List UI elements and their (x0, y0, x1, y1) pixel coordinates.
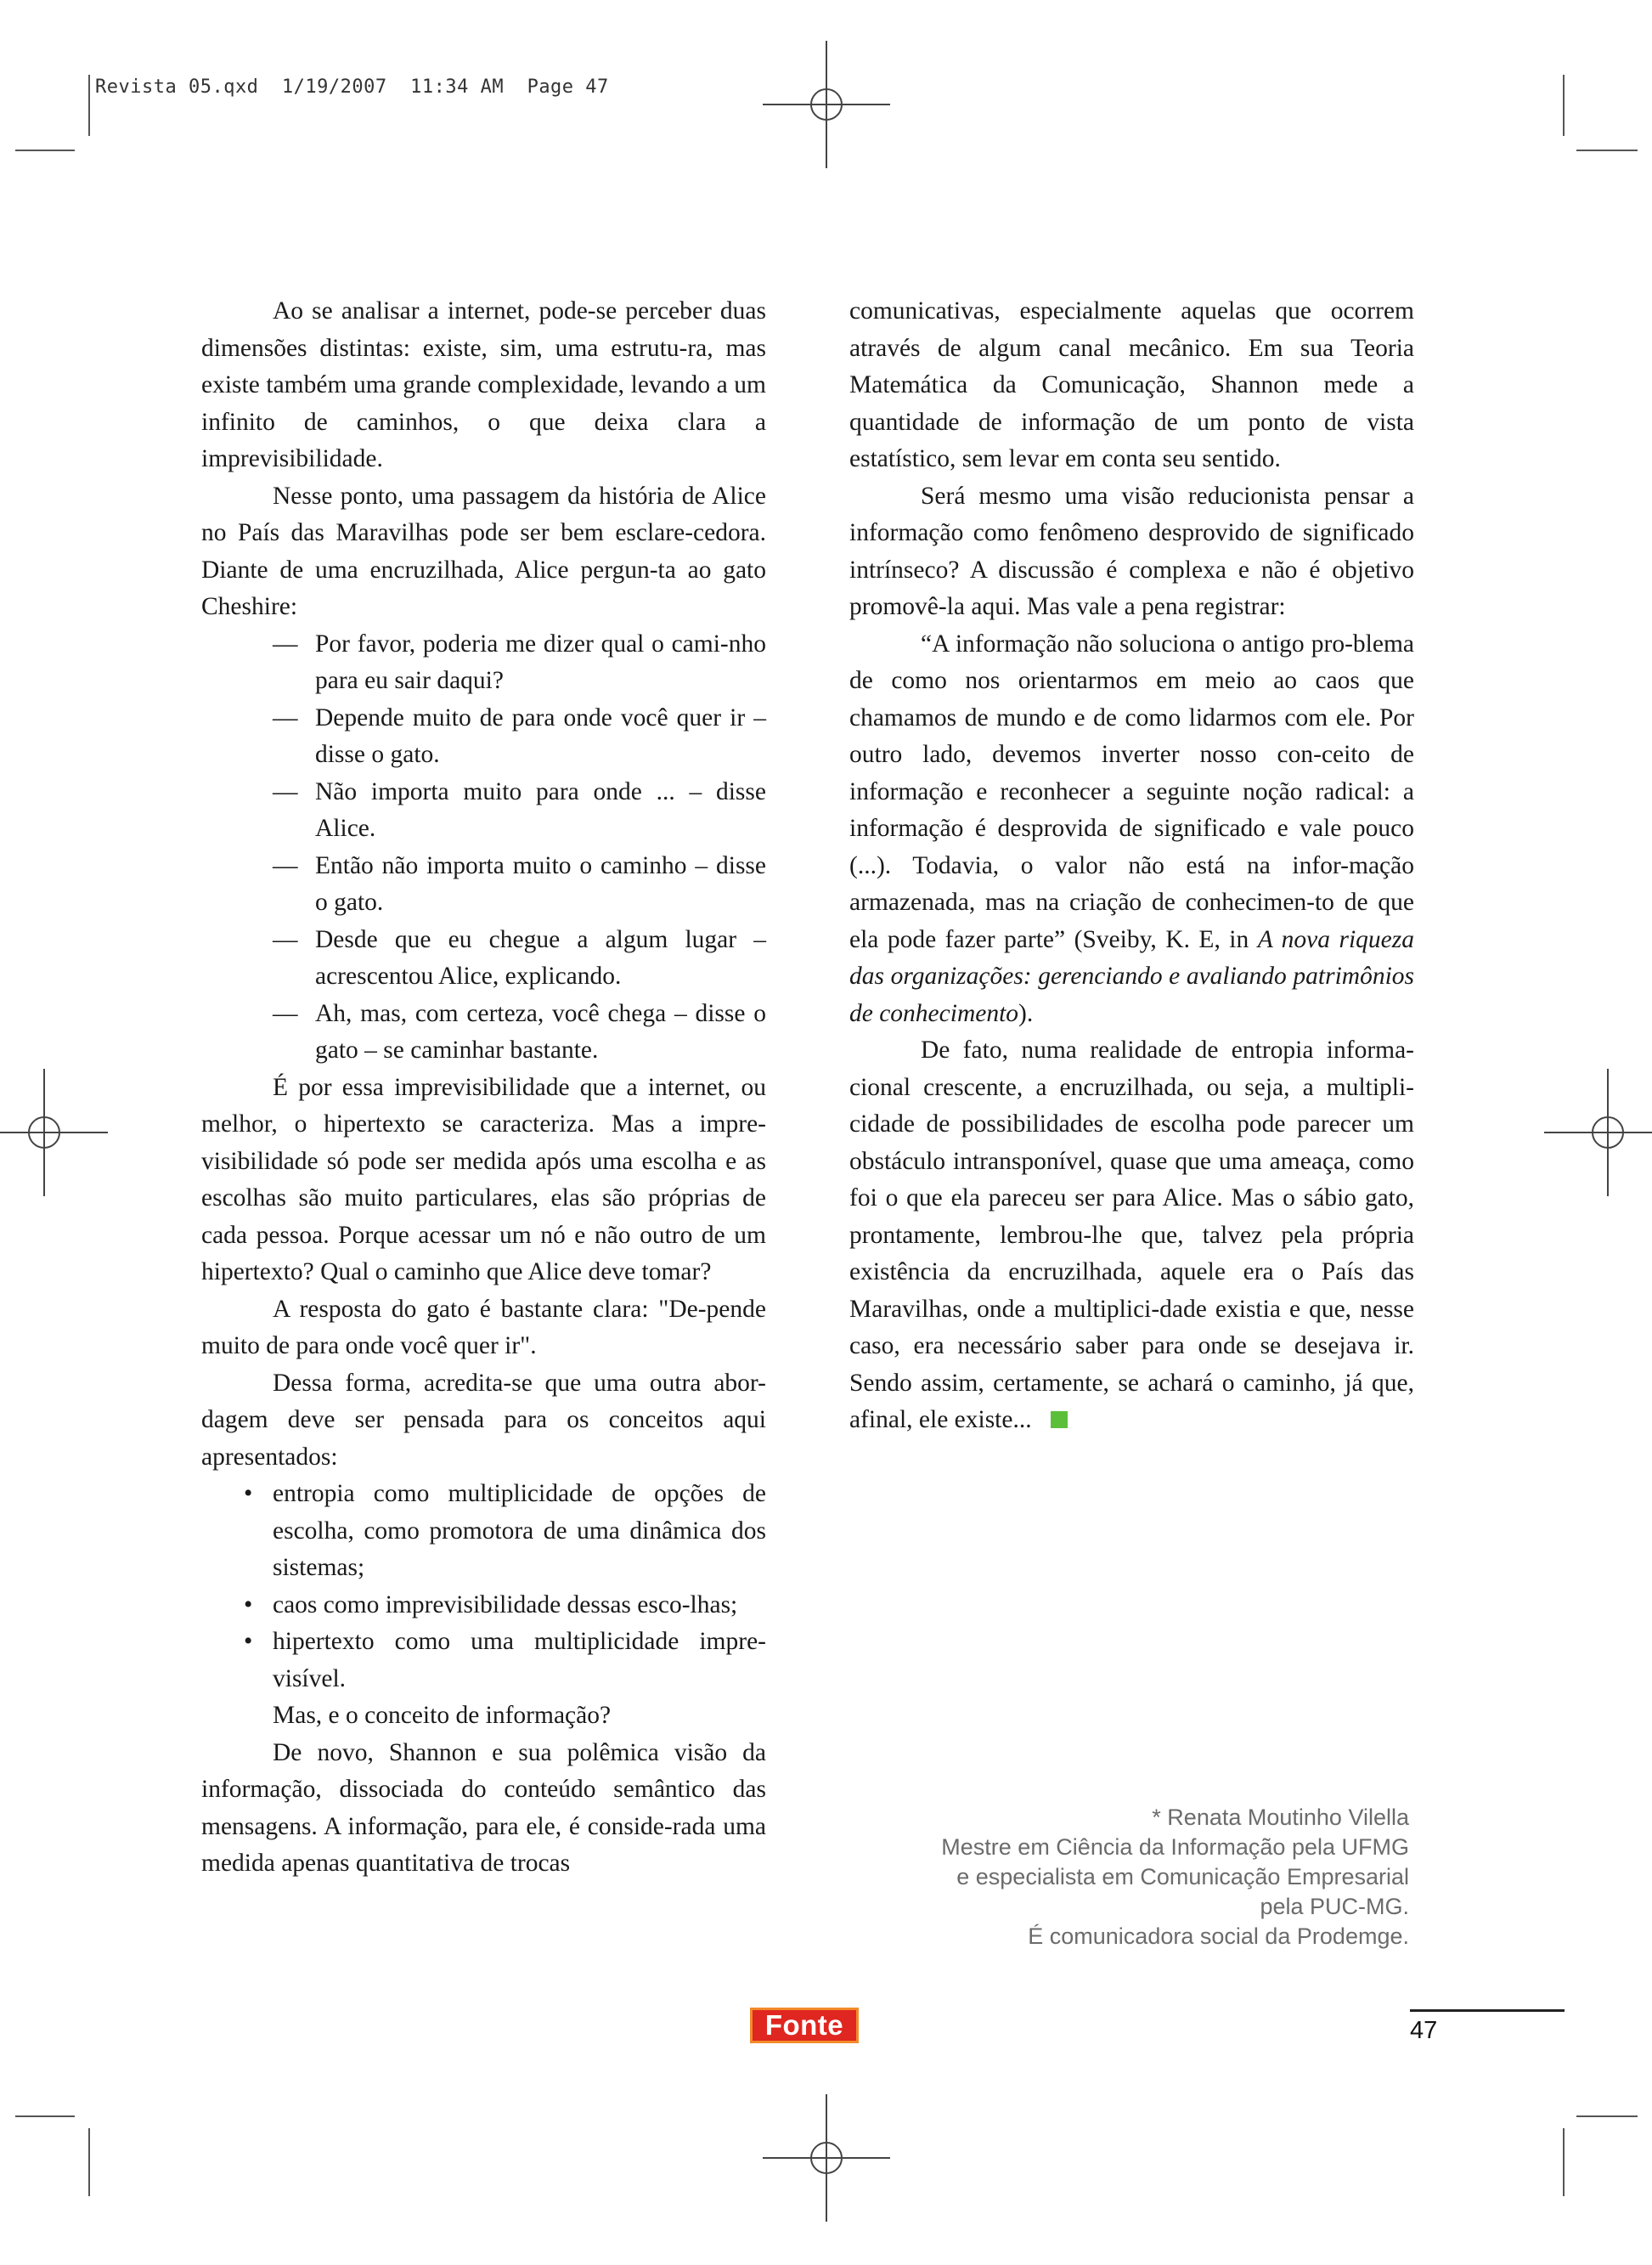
paragraph: comunicativas, especialmente aquelas que ocorrem através de algum canal mecânico. Em sua Teoria Matemática da Comunicação, Shannon mede a quantidade de informação de um ponto de vista estatístico, sem levar em conta seu sentido. (849, 297, 1414, 472)
quote-text: “A informação não soluciona o antigo pro-blema de como nos orientarmos em meio ao caos que chamamos de mundo e de como lidarmos com ele. Por outro lado, devemos inverter nosso con-ceito de informação e reconhecer a seguinte noção radical: a informação é desprovida de significado e vale pouco (...). Todavia, o valor não está na infor-mação armazenada, mas na criação de conhecimen-to de que ela pode fazer parte” (Sveiby, K. E, in (849, 630, 1414, 953)
paragraph: A resposta do gato é bastante clara: "De-pende muito de para onde você quer ir". (201, 1295, 766, 1359)
dialog-text: Depende muito de para onde você quer ir – disse o gato. (315, 703, 766, 768)
bullet-icon: • (244, 1628, 253, 1655)
list-item-text: hipertexto como uma multiplicidade impre-visível. (273, 1628, 766, 1692)
fonte-logo: Fonte (750, 2008, 859, 2043)
list-item (201, 1587, 766, 1624)
dialog-dash: — (273, 999, 298, 1027)
dialog-dash: — (273, 777, 298, 805)
crop-mark (1576, 2115, 1638, 2117)
dialog-line (201, 774, 766, 848)
paragraph: Ao se analisar a internet, pode-se perceber duas dimensões distintas: existe, sim, uma estrutu-ra, mas existe também uma grande complexidade, levando a um infinito de caminhos, o que deixa clara a imprevisibilidade. (201, 297, 766, 472)
bullet-icon: • (244, 1480, 253, 1507)
author-bio-line: Mestre em Ciência da Informação pela UFMG (941, 1834, 1409, 1860)
author-bio-line: É comunicadora social da Prodemge. (1028, 1923, 1409, 1949)
registration-mark-icon (763, 41, 890, 168)
paragraph: Nesse ponto, uma passagem da história de Alice no País das Maravilhas pode ser bem esclare-cedora. Diante de uma encruzilhada, Alice pergun-ta ao gato Cheshire: (201, 482, 766, 620)
dialog-dash: — (273, 630, 298, 658)
list-item-text: caos como imprevisibilidade dessas esco-lhas; (273, 1590, 738, 1618)
crop-mark (1576, 150, 1638, 151)
author-name: * Renata Moutinho Vilella (1152, 1805, 1409, 1830)
left-column (201, 293, 766, 1883)
dialog-line (201, 996, 766, 1070)
list-item (201, 1624, 766, 1697)
dialog-line (201, 700, 766, 774)
list-item (201, 1476, 766, 1587)
dialog-text: Por favor, poderia me dizer qual o cami-nho para eu sair daqui? (315, 630, 766, 694)
paragraph: De novo, Shannon e sua polêmica visão da informação, dissociada do conteúdo semântico das mensagens. A informação, para ele, é conside-rada uma medida apenas quantitativa de trocas (201, 1738, 766, 1877)
paragraph: Será mesmo uma visão reducionista pensar a informação como fenômeno desprovido de significado intrínseco? A discussão é complexa e não é objetivo promovê-la aqui. Mas vale a pena registrar: (849, 482, 1414, 620)
dialog-dash: — (273, 703, 298, 731)
crop-mark (88, 2128, 90, 2196)
page-number: 47 (1410, 2017, 1438, 2044)
dialog-line (201, 848, 766, 922)
list-item-text: entropia como multiplicidade de opções de escolha, como promotora de uma dinâmica dos sistemas; (273, 1480, 766, 1581)
registration-mark-icon (763, 2094, 890, 2222)
dialog-text: Ah, mas, com certeza, você chega – disse o gato – se caminhar bastante. (315, 999, 766, 1064)
end-square-icon (1051, 1411, 1068, 1428)
dialog-dash: — (273, 925, 298, 953)
crop-mark (15, 2115, 75, 2117)
book-title: A nova riqueza das organizações: gerenciando e avaliando patrimônios de conhecimento (849, 925, 1414, 1027)
paragraph (849, 1032, 1414, 1439)
crop-mark (1563, 2128, 1565, 2196)
author-credit (764, 1803, 1409, 1952)
crop-mark (88, 75, 90, 136)
crop-mark (1563, 75, 1565, 136)
registration-mark-icon (0, 1069, 108, 1196)
right-column (849, 293, 1414, 1439)
registration-mark-icon (1544, 1069, 1652, 1196)
dialog-text: Desde que eu chegue a algum lugar – acrescentou Alice, explicando. (315, 925, 766, 990)
paragraph: É por essa imprevisibilidade que a internet, ou melhor, o hipertexto se caracteriza. Mas a impre-visibilidade só pode ser medida após uma escolha e as escolhas são muito particulares, elas são próprias de cada pessoa. Porque acessar um nó e não outro de um hipertexto? Qual o caminho que Alice deve tomar? (201, 1073, 766, 1285)
crop-mark (15, 150, 75, 151)
dialog-text: Então não importa muito o caminho – disse o gato. (315, 851, 766, 916)
dialog-dash: — (273, 851, 298, 879)
paragraph-text: De fato, numa realidade de entropia informa-cional crescente, a encruzilhada, ou seja, a multipli-cidade de possibilidades de escolha pode parecer um obstáculo intransponível, quase que uma ameaça, como foi o que ela pareceu ser para Alice. Mas o sábio gato, prontamente, lembrou-lhe que, talvez pela própria existência da encruzilhada, aquele era o País das Maravilhas, onde a multiplici-dade existia e que, nesse caso, era necessário saber para onde se desejava ir. Sendo assim, certamente, se achará o caminho, já que, afinal, ele existe... (849, 1036, 1414, 1433)
page-number-rule (1410, 2009, 1565, 2012)
bullet-icon: • (244, 1590, 253, 1618)
author-bio-line: pela PUC-MG. (1260, 1894, 1409, 1919)
quote-paragraph (849, 626, 1414, 1033)
dialog-text: Não importa muito para onde ... – disse Alice. (315, 777, 766, 842)
paragraph: Mas, e o conceito de informação? (273, 1702, 612, 1729)
quote-end: ). (1018, 999, 1034, 1027)
printer-slug: Revista 05.qxd 1/19/2007 11:34 AM Page 47 (95, 76, 609, 98)
author-bio-line: e especialista em Comunicação Empresarial (956, 1864, 1409, 1889)
dialog-line (201, 922, 766, 996)
paragraph: Dessa forma, acredita-se que uma outra abor-dagem deve ser pensada para os conceitos aqui apresentados: (201, 1369, 766, 1471)
dialog-line (201, 626, 766, 700)
